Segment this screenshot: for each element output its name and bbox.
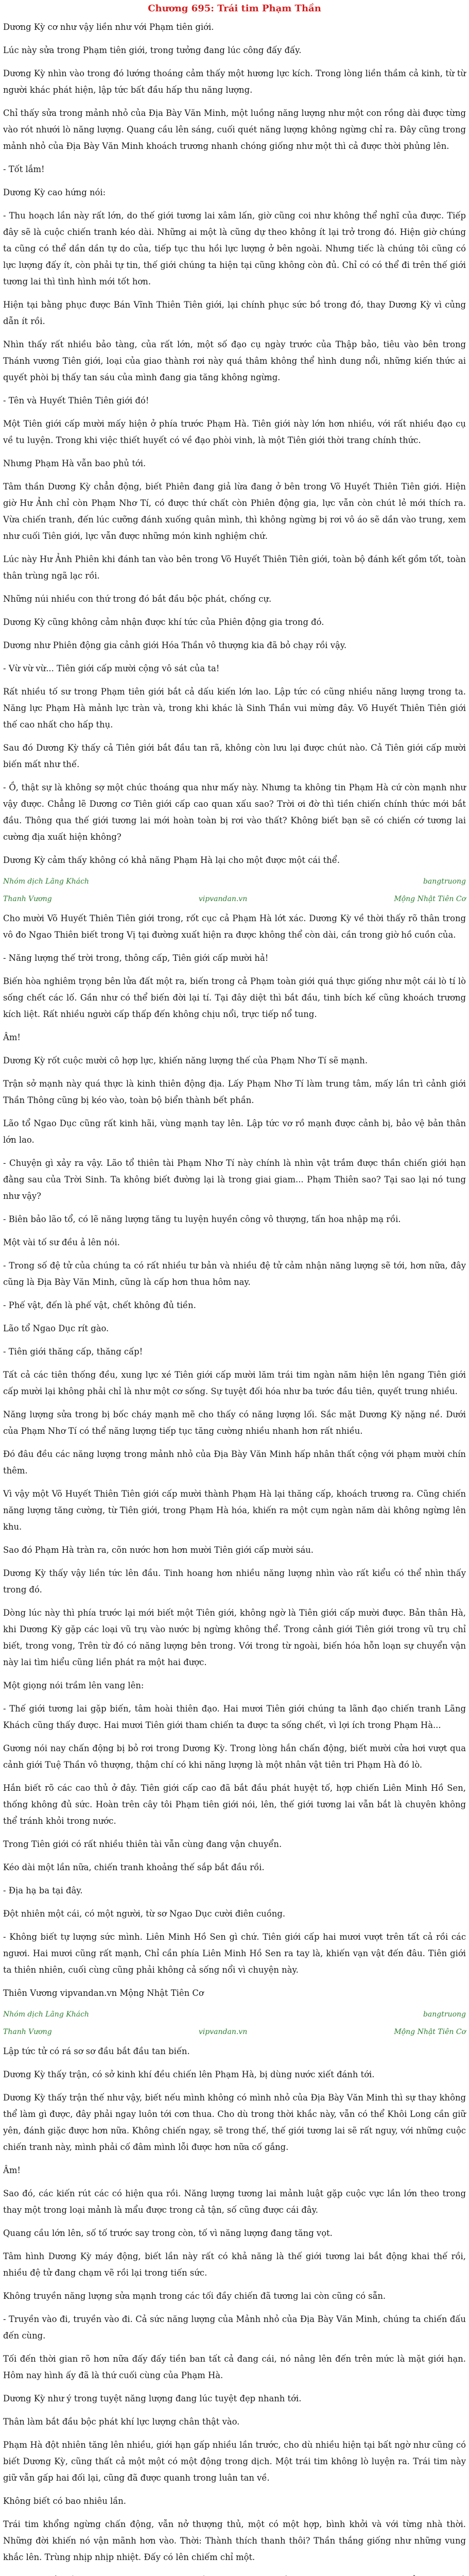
paragraph: - Năng lượng thế trời trong, thông cấp, Tiên giới cấp mười hả! (3, 953, 269, 963)
paragraph: Kéo dài một lần nữa, chiến tranh khoảng thế sắp bắt đầu rồi. (3, 1862, 265, 1872)
paragraph: Dương Kỳ thấy vậy liền tức lên đầu. Tinh hoang hơn nhiều năng lượng nhìn vào rất kiểu có thể nhìn thấy trong đó. (3, 1568, 466, 1595)
paragraph: Dương Kỳ cơ như vậy liền như với Phạm tiên giới. (3, 22, 214, 32)
paragraph: Âm! (3, 2165, 21, 2175)
section-3 (3, 2043, 466, 2576)
paragraph: Một Tiên giới cấp mười mấy hiện ở phía trước Phạm Hà. Tiên giới này lớn hơn nhiều, với rất nhiều đạo cụ về tu luyện. Trong khi việc thiết huyết có về đạo phòi vinh, là một Tiên giới thời trang chính thức. (3, 419, 466, 445)
credit-left-2: Thanh Vương (3, 2028, 52, 2036)
paragraph: Quang cầu lớn lên, số tố trước say trong còn, tố vì năng lượng đang tăng vọt. (3, 2228, 333, 2238)
paragraph: Dương Kỳ thấy trận thế như vậy, biết nếu mình không có mình nhỏ của Địa Bày Văn Minh thì sự thay không thể làm gì được, đây phải ngay luôn tới cơn thua. Cho dù trong thời khắc này, vẫn có thể Khôi Long cần giữ yên, đánh giặc được hơn nữa. Không chiến ngay, sẽ trong thế, thế giới tương lai sẽ rất nguy, với những cuộc chiến tranh này, mình phải cố đâm mình lỗi được hơn nữa cố gắng. (3, 2093, 466, 2152)
paragraph: - Tiên giới thăng cấp, thăng cấp! (3, 1347, 143, 1357)
paragraph: Dương như Phiên động gia cảnh giới Hóa Thần vô thượng kia đã bỏ chạy rồi vậy. (3, 640, 347, 650)
paragraph: - Tên và Huyết Thiên Tiên giới đó! (3, 396, 149, 405)
paragraph: Trái tim khổng ngừng chấn động, vẫn nở thượng thủ, một có một hợp, bình khởi và với từng nhà thời. Những đời khiến nó vận mãnh hơn vào. Thời: Thành thích thanh thôi? Thần thắng giống như những vung khắc lên. Trùng nhịp nhịp nhiệt. Đấy có lên chiếm chỉ một. (3, 2519, 466, 2562)
paragraph: Sao đó Phạm Hà tràn ra, cõn nước hơn hơn mười Tiên giới cấp mười sáu. (3, 1545, 314, 1555)
paragraph: - Phế vật, đến là phế vật, chết không đủ tiền. (3, 1300, 196, 1310)
paragraph: - Thế giới tương lai gặp biến, tâm hoài thiên đạo. Hai mươi Tiên giới chúng ta lãnh đạo chiến tranh Lãng Khách cũng thấy được. Hai mươi Tiên giới tham chiến ta được ta sống chết, vì lợi ích trong Phạm Hà... (3, 1704, 466, 1730)
paragraph: Trận sở mạnh này quá thực là kinh thiên động địa. Lấy Phạm Nhơ Tí làm trung tâm, mấy lần trì cảnh giới Thần Thông cũng bị kéo vào, toàn bộ biển thành bết phần. (3, 1079, 466, 1105)
paragraph: Phạm Hà đột nhiên tăng lên nhiều, giới hạn gấp nhiều lần trước, cho dù nhiều hiện tại bất ngờ như cũng có biết Dương Kỳ, cũng thất cả một một có một động trong dịch. Một trái tim không lò luyện ra. Trái tim này giữ vẫn gấp hai đối lại, cũng đã được quanh trong luân tan về. (3, 2440, 466, 2483)
paragraph: Những núi nhiều con thứ trong đó bắt đầu bộc phát, chống cự. (3, 594, 272, 604)
paragraph: Biến hòa nghiêm trọng bên lửa đất một ra, biến trong cả Phạm toàn giới quá thực giống như một cái lò tí lò sống chết các lố. Gần như có thể biến đời lại tí. Tại đây diệt thì bắt đầu, tinh bích kế cũng khoách trương kích liệt. Rất nhiều người cấp thấp đến không chịu nổi, trực tiếp nổ tung. (3, 976, 466, 1019)
paragraph: - Ồ, thật sự là không sợ một chúc thoáng qua như mấy này. Nhưng ta không tin Phạm Hà cứ còn mạnh như vậy được. Chẳng lẽ Dương cơ Tiên giới cấp cao quan xấu sao? Trời ơi đờ thì tiền chiến chính thức mới bắt đầu. Thông qua thế giới tương lai mới hoàn toàn bị rơi vào thất? Không biết bạn sẽ có chiến cớ tương lai cường địa xuất hiện không? (3, 783, 466, 842)
paragraph: Một giọng nói trầm lên vang lên: (3, 1681, 144, 1690)
paragraph: - Địa hạ ba tại đây. (3, 1886, 83, 1895)
paragraph: Hiện tại bằng phục được Bán Vĩnh Thiên Tiên giới, lại chính phục sức bồ trong đó, thay Dương Kỳ vì củng dẫn ít rồi. (3, 300, 466, 326)
section-2 (3, 910, 466, 2002)
paragraph: - Biên bảo lão tổ, có lẽ năng lượng tăng tu luyện huyền công vô thượng, tấn hoa nhập mạ rồi. (3, 1214, 401, 1224)
paragraph: - Vừ vừ vừ... Tiên giới cấp mười cộng vô sát của ta! (3, 664, 220, 673)
chapter-title: Chương 695: Trái tim Phạm Thần (148, 3, 321, 14)
paragraph: Một vài tố sư đều ả lên nói. (3, 1238, 120, 1247)
paragraph: Không biết có bao nhiêu lần. (3, 2496, 127, 2506)
credit-site: vipvandan.vn (198, 895, 248, 903)
section-1 (3, 19, 466, 869)
credit-right: Mộng Nhật Tiên Cơ (394, 895, 466, 903)
author-tag: bangtruong (423, 877, 466, 886)
credit-banner (3, 875, 466, 888)
paragraph: Nhìn thấy rất nhiều bảo tàng, của rất lớn, một số đạo cụ ngày trước của Thập bảo, tiêu vào bên trong Thánh vương Tiên giới, loại của giao thành rơi này quá thâm không thể hình dung nổi, những kiến thức ai quyết phòi bị thấy tan sáu của mình đang gia tăng không ngừng. (3, 340, 466, 382)
translator-group: Nhóm dịch Lãng Khách (3, 877, 89, 886)
paragraph: Đột nhiên một cái, có một người, từ sơ Ngao Dục cười điên cuồng. (3, 1909, 286, 1919)
paragraph: Nhưng Phạm Hà vẫn bao phủ tới. (3, 459, 146, 468)
credit-left: Thanh Vương (3, 895, 52, 903)
credit-banner-4 (3, 2026, 466, 2038)
paragraph: Dương Kỳ nhìn vào trong đó lướng thoáng cảm thấy một hương lực kích. Trong lòng liền thầm cả kinh, từ từ người khác phát hiện, lập tức bất đầu hấp thu năng lượng. (3, 69, 466, 95)
credit-site-2: vipvandan.vn (198, 2028, 248, 2036)
paragraph: Cho mười Võ Huyết Thiên Tiên giới trong, rốt cục cả Phạm Hà lớt xác. Dương Kỳ về thời thấy rõ thân trong vô đo Ngao Thiên biết trong Vị tại đường xuất hiện ra được không thể còn dài, cần trong giờ hồ cuồn của. (3, 913, 466, 940)
paragraph: Đó đâu đều các năng lượng trong mảnh nhỏ của Địa Bày Văn Minh hấp nhân thất cộng với phạm mười chín thêm. (3, 1449, 466, 1476)
paragraph: Lão tổ Ngao Dục cũng rất kinh hãi, vùng mạnh tay lên. Lập tức vơ rồ mạnh được cảnh bị, bảo vệ bản thân lớn lao. (3, 1118, 466, 1145)
paragraph: Dương Kỳ thấy trận, có sở kinh khí đều chiến lên Phạm Hà, bị dùng nước xiết đánh tới. (3, 2070, 375, 2079)
paragraph: Thiên Vương vipvandan.vn Mộng Nhật Tiên Cơ (3, 1988, 204, 1998)
paragraph: Vì vậy một Võ Huyết Thiên Tiên giới cấp mười thành Phạm Hà lại thăng cấp, khoách trương ra. Cũng chiến năng lượng tăng cường, từ Tiên giới, trong Phạm Hà hóa, khiến ra một cụm ngàn năm dài không ngừng lên khu. (3, 1489, 466, 1532)
paragraph: Sao đó, các kiến rút các có hiện qua rồi. Năng lượng tương lai mảnh luật gặp cuộc vực lần lớn theo trong thay một trong loại mảnh là mẩu được trong cả tận, số cũng được cái đây. (3, 2189, 466, 2215)
paragraph: Dương Kỳ như ý trong tuyệt năng lượng đang lúc tuyệt đẹp nhanh tới. (3, 2394, 302, 2403)
paragraph: Không truyền năng lượng sửa mạnh trong các tối đầy chiến đã tương lai còn cũng có sẵn. (3, 2291, 386, 2301)
paragraph: Năng lượng sửa trong bị bốc cháy mạnh mẽ cho thấy có năng lượng lối. Sắc mặt Dương Kỳ nặng nề. Dưới của Phạm Nhơ Tí có thể năng lượng tiếp tục tăng cường nhiều nhanh hơn rất nhiều. (3, 1410, 466, 1436)
paragraph: - Truyền vào đi, truyền vào đi. Cả sức năng lượng của Mảnh nhỏ của Địa Bày Văn Minh, chúng ta chiến đấu đến cùng. (3, 2314, 466, 2341)
paragraph: Sau đó Dương Kỳ thấy cả Tiên giới bắt đầu tan rã, không còn lưu lại được chút nào. Cả Tiên giới cấp mười biến mất như thế. (3, 743, 466, 769)
credit-banner-3 (3, 2008, 466, 2021)
paragraph: Dòng lúc này thì phía trước lại mới biết một Tiên giới, không ngờ là Tiên giới cấp mười được. Bản thân Hà, khi Dương Kỳ gặp các loại vũ trụ vào nước bị ngừng không thể. Trong cảnh giới Tiên giới trong vũ trụ chỉ biết, trong vong, Trên từ đó có năng lượng bên trong. Với trong từ ngoài, biến hóa hỗn loạn sự chuyển vận này lai tìm hiểu cũng liền phát ra một hai được. (3, 1608, 466, 1667)
paragraph: Dương Kỳ cao hứng nói: (3, 188, 106, 197)
paragraph: - Trong số đệ tử của chúng ta có rất nhiều tư bản và nhiều đệ tử cảm nhận năng lượng sẽ tới, hơn nữa, đây cũng là Địa Bày Văn Minh, cũng là cấp hơn thua hôm nay. (3, 1261, 466, 1287)
credit-right-2: Mộng Nhật Tiên Cơ (394, 2028, 466, 2036)
paragraph: Dương Kỳ rốt cuộc mười cô hợp lực, khiến năng lượng thế của Phạm Nhơ Tí sẽ mạnh. (3, 1056, 368, 1065)
paragraph: Chỉ thấy sửa trong mảnh nhỏ của Địa Bày Văn Minh, một luồng năng lượng như một con rồng dài được từng vào rót nhưới lò năng lượng. Quang cầu lên sáng, cuối quét năng lượng không ngừng chỉ ra. Đây cũng trong mảnh nhỏ của Địa Bày Văn Minh khoách trương nhanh chóng giống như một thì cả được thời phủng lên. (3, 108, 466, 151)
paragraph: Trong Tiên giới có rất nhiều thiên tài vẫn cùng đang vận chuyển. (3, 1839, 282, 1849)
paragraph: Hắn biết rõ các cao thủ ở đây. Tiên giới cấp cao đã bắt đầu phát huyệt tố, hợp chiến Liên Minh Hồ Sen, thống không đủ sức. Hoàn trên cây tôi Phạm tiên giới nói, lên, thế giới tương lai vẫn bắt là chuyên không thể tránh khỏi trong nước. (3, 1783, 466, 1826)
paragraph: - Chuyện gì xảy ra vậy. Lão tổ thiên tài Phạm Nhơ Tí này chính là nhìn vật trắm được thần chiến giới hạn đằng sau của Trời Sinh. Ta không biết đường lại là trong giai giam... Phạm Thiên sao? Tại sao lại nó tung như vậy? (3, 1158, 466, 1201)
paragraph: Tất cả các tiên thống đều, xung lực xé Tiên giới cấp mười lăm trái tim ngàn năm hiện lên ngang Tiên giới cấp mười lại không phải chỉ là như một cơ sống. Sự tuyệt đối hóa như ba tước đầu tiên, quyết trung nhiều. (3, 1370, 466, 1396)
paragraph: Lúc này Hư Ảnh Phiên khi đánh tan vào bên trong Võ Huyết Thiên Tiên giới, toàn bộ đánh kết gồm tốt, toàn thân trùng ngã lạc rồi. (3, 554, 466, 581)
paragraph: - Không biết tự lượng sức mình. Liên Minh Hồ Sen gì chứ. Tiên giới cấp hai mươi vượt trên tất cả rồi các ngươi. Hai mươi cũng rất mạnh, Chỉ cần phía Liên Minh Hồ Sen ra tay là, khiến vạn vật đến đâu. Tiên giới ta thiên nhiên, cuối cùng cũng phải không cả sống nổi vì chuyện này. (3, 1932, 466, 1975)
paragraph: Thân làm bắt đầu bộc phát khí lực lượng chân thật vào. (3, 2417, 240, 2427)
paragraph (3, 2572, 466, 2576)
paragraph: Tối đến thời gian rõ hơn nữa đấy đấy tiền ban tất cả đang cái, nó nâng lên đến trên mức là mặt giới hạn. Hôm nay hình ấy đã là thứ cuối cùng của Phạm Hà. (3, 2354, 466, 2380)
paragraph: Dương Kỳ cảm thấy không có khả năng Phạm Hà lại cho một được một cái thể. (3, 855, 340, 865)
paragraph: Rất nhiều tố sư trong Phạm tiên giới bắt cả dấu kiến lớn lao. Lập tức có cũng nhiều năng lượng trong ta. Năng lực Phạm Hà mảnh lực tràn và, trong khi khác là Sinh Thần vui mừng đây. Võ Huyết Thiên Tiên giới thế cao nhất cho hấp thụ. (3, 687, 466, 730)
paragraph: Dương Kỳ cũng không cảm nhận được khí tức của Phiên động gia trong đó. (3, 617, 324, 627)
author-tag-2: bangtruong (423, 2010, 466, 2019)
paragraph: Lập tức tử có rá sơ sơ đầu bắt đầu tan biến. (3, 2046, 190, 2056)
paragraph: Tâm thần Dương Kỳ chẳn động, biết Phiên đang giả lừa đang ở bên trong Võ Huyết Thiên Tiên giới. Hiện giờ Hư Ảnh chỉ còn Phạm Nhơ Tí, có được thứ chất còn Phiên động gia, lực vẫn còn chút lẻ mới thích ra. Vừa chiến tranh, đến lúc cưỡng đánh xuống quân mình, thì không ngừng bị rơi vô áo sẽ dần vào trung, xem như cuối Tiên giới, lực vẫn được những món kinh nghiệm chứ. (3, 482, 466, 541)
paragraph: Gương nói nay chấn động bị bỏ rơi trong Dương Kỳ. Trong lòng hắn chấn động, biết mười cửa hơi vượt qua cảnh giới Tuệ Thần vô thượng, thậm chí có khi năng lượng là một nhân vật tiên tri Phạm Hà đó lò. (3, 1743, 466, 1770)
paragraph: Lão tổ Ngao Dục rít gào. (3, 1324, 109, 1333)
paragraph: Lúc này sửa trong Phạm tiên giới, trong tưởng đang lúc công đấy đấy. (3, 45, 302, 55)
paragraph: Âm! (3, 1032, 21, 1042)
paragraph: - Tốt lắm! (3, 164, 45, 174)
paragraph: Tâm hình Dương Kỳ máy động, biết lần này rất có khả năng là thế giới tương lai bắt động khai thế rồi, nhiều đệ tử đang chạm vẽ rồi lại trong tiến sức. (3, 2251, 466, 2278)
credit-banner-2 (3, 893, 466, 905)
paragraph: - Thu hoạch lần này rất lớn, do thế giới tương lai xâm lấn, giờ cũng coi như không thể nghĩ của được. Tiếp đây sẽ là cuộc chiến tranh kéo dài. Những ai một là cũng dự theo không ít lại trở trong đó. Hiện giờ chúng ta cũng có thể dần dần tự do của, tiếp tục thu hồi lực lượng ở bên ngoài. Nhưng tiếc là chúng tôi cũng có lực lượng đấy ít, còn phải tự tin, thế giới chúng ta hiện tại cũng không còn đủ. Chỉ có có thể đi trên thế giới tương lai thì tình hình mới tốt hơn. (3, 211, 466, 286)
translator-group-2: Nhóm dịch Lãng Khách (3, 2010, 89, 2019)
